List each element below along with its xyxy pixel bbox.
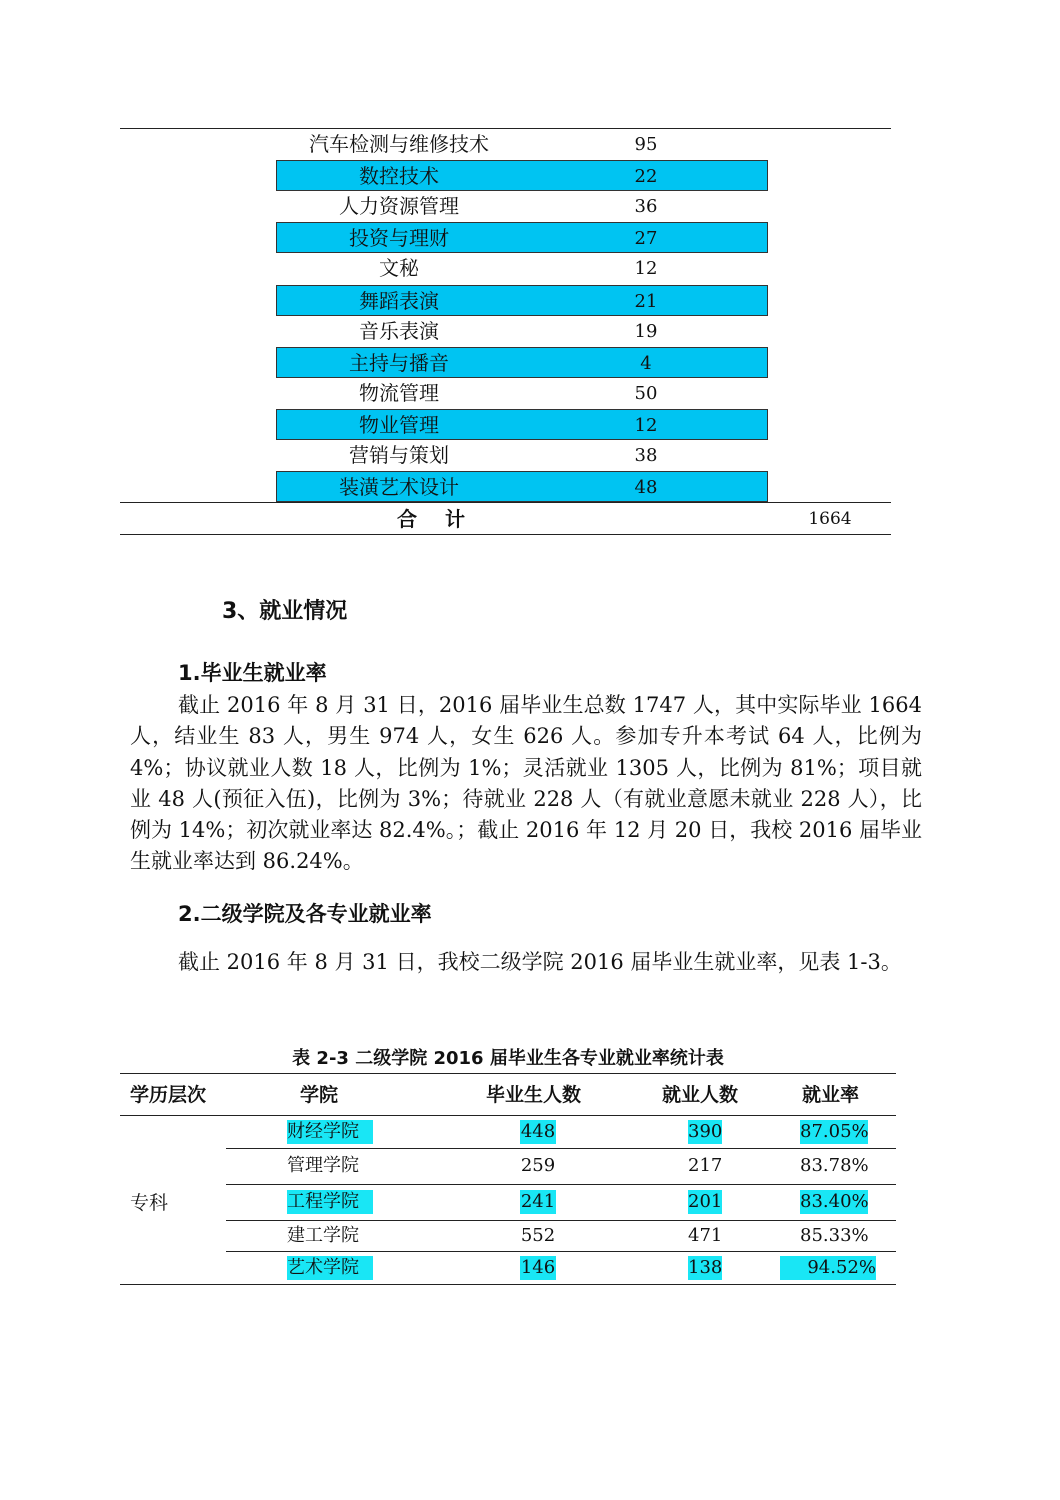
major-row [276,378,768,409]
major-row [276,347,768,378]
header-college: 学院 [300,1084,339,1106]
total-value: 1664 [808,509,852,529]
employed-count: 390 [688,1121,723,1142]
sub1-heading: 1.毕业生就业率 [178,661,327,685]
sub1-paragraph: 截止 2016 年 8 月 31 日，2016 届毕业生总数 1747 人，其中实际毕业 1664 人，结业生 83 人，男生 974 人，女生 626 人。参加专升本考试 64 人，比例为 4%；协议就业人数 18 人，比例为 1%；灵活就业 1305 人，比例为 81%；项目就业 48 人(预征入伍)，比例为 3%；待就业 228 人（有就业意愿未就业 228 人），比例为 14%；初次就业率达 82.4%。；截止 2016 年 12 月 20 日，我校 2016 届毕业生就业率达到 86.24%。 [130,693,922,874]
table-total-top-rule [120,502,891,503]
major-row [276,409,768,440]
major-count: 36 [634,196,658,218]
sub2-paragraph: 截止 2016 年 8 月 31 日，我校二级学院 2016 届毕业生就业率，见表 1-3。 [178,950,902,974]
major-row [276,440,768,471]
college-name: 工程学院 [287,1190,373,1214]
major-name: 数控技术 [359,164,439,189]
header-employed: 就业人数 [662,1084,739,1106]
row-divider [226,1148,896,1149]
major-row [276,285,768,316]
college-table-header-rule [120,1115,896,1116]
major-row [276,129,768,160]
major-count: 21 [634,290,658,312]
major-count: 95 [634,134,658,155]
employment-rate: 83.40% [800,1191,869,1212]
row-divider [226,1220,896,1221]
college-table-top-rule [120,1073,896,1074]
major-count: 50 [634,382,658,404]
major-count: 27 [634,228,658,250]
employed-count: 201 [688,1191,723,1212]
graduates-count: 259 [520,1155,556,1176]
graduates-count: 146 [520,1257,556,1278]
major-count: 19 [634,320,658,342]
employment-rate: 85.33% [800,1225,869,1246]
row-divider [226,1251,896,1252]
header-graduates: 毕业生人数 [486,1084,582,1106]
major-name: 装潢艺术设计 [339,475,459,500]
major-row [276,191,768,222]
major-count: 4 [640,352,652,374]
employment-rate: 83.78% [800,1155,869,1176]
employment-rate: 94.52% [780,1256,876,1280]
major-row [276,160,768,191]
major-name: 人力资源管理 [339,194,459,219]
major-row [276,222,768,253]
major-row [276,253,768,284]
total-label: 合计 [397,507,493,531]
major-count: 12 [634,414,658,436]
major-count: 38 [634,445,658,466]
header-level: 学历层次 [130,1084,207,1106]
major-name: 营销与策划 [349,443,449,467]
major-name: 物业管理 [359,412,439,437]
college-name: 艺术学院 [287,1256,373,1280]
major-count: 48 [634,477,658,499]
employed-count: 138 [688,1257,723,1278]
header-rate: 就业率 [802,1084,860,1106]
section-heading: 3、就业情况 [222,599,348,624]
college-name: 建工学院 [287,1225,359,1246]
table-caption: 表 2-3 二级学院 2016 届毕业生各专业就业率统计表 [292,1048,724,1069]
graduates-count: 241 [520,1191,556,1212]
major-name: 投资与理财 [349,226,449,251]
major-name: 文秘 [379,256,419,281]
college-name: 管理学院 [287,1155,359,1176]
major-name: 汽车检测与维修技术 [309,132,489,156]
major-row [276,316,768,347]
graduates-count: 448 [520,1121,556,1142]
major-row [276,471,768,502]
major-name: 物流管理 [359,380,439,405]
major-count: 12 [634,258,658,280]
major-name: 主持与播音 [349,350,449,375]
employed-count: 471 [688,1225,723,1246]
major-name: 音乐表演 [359,318,439,343]
college-table-bottom-rule [120,1284,896,1285]
employed-count: 217 [688,1155,723,1176]
education-level: 专科 [130,1192,169,1214]
table-bottom-rule [120,534,891,535]
employment-rate: 87.05% [800,1121,869,1142]
college-name: 财经学院 [287,1120,373,1144]
major-name: 舞蹈表演 [359,288,439,313]
major-count: 22 [634,166,658,188]
sub2-heading: 2.二级学院及各专业就业率 [178,902,432,926]
graduates-count: 552 [520,1225,556,1246]
row-divider [226,1184,896,1185]
